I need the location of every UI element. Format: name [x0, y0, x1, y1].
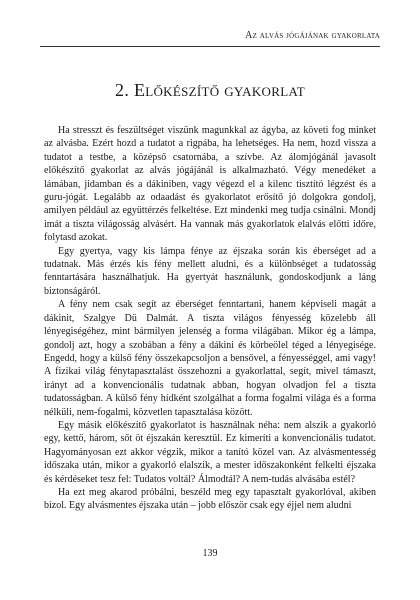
paragraph: Ha stresszt és feszültséget viszünk magunkkal az ágyba, az követi fog minket az alvásba. Ezért hozd a tudatot a rigpába, ha lehetséges. Ha nem, hozd vissza a tudatot a testbe, a középső csatornába, a szívbe. Az álomjógánál javasolt előkészítő gyakorlat az alvás jógájánál is alkalmazható. Végy menedéket a lámában, jidamban és a dákiniben, vagy végezd el a kilenc tisztító légzést és a guru-jógát. Legalább az odaadást és gyakorlatot erősítő jó dolgokra gondolj, amilyen például az együttérzés felkeltése. Ezt mindenki meg tudja csinálni. Mondj imát a tiszta világosság alvásért. Ha vannak más gyakorlatok elalvás előtti időre, folytasd azokat.: [44, 125, 376, 244]
header-rule: [40, 46, 380, 47]
running-header: Az alvás jógájának gyakorlata: [245, 30, 380, 41]
chapter-title: 2. Előkészítő gyakorlat: [115, 80, 305, 100]
paragraph: A fény nem csak segít az éberséget fenntartani, hanem képviseli magát a dákinit, Szalgye Dü Dalmát. A tiszta világos fényesség közelebb áll lényegiségéhez, mint bármilyen jelenség a forma világában. Mikor ég a lámpa, gondolj azt, hogy a szobában a fény a dákini és körbeölel téged a lényegisége. Engedd, hogy a külső fény összekapcsoljon a bensővel, a fényességgel, ami vagy! A fizikai világ fénytapasztalást összehozni a gyakorlattal, segít, mivel támaszt, irányt ad a konvencionális tudatnak abban, hogyan olvadjon fel a tiszta tudatosságban. A külső fény hídként szolgálhat a forma fogalmi világa és a forma nélküli, nem-fogalmi, közvetlen tapasztalása között.: [44, 299, 376, 418]
paragraph: Egy másik előkészítő gyakorlatot is használnak néha: nem alszik a gyakorló egy, kettő, három, sőt öt éjszakán keresztül. Ez kimeríti a konvencionális tudatot. Hagyományosan ezt akkor végzik, mikor a tanító közel van. Az alvásmentesség időszaka után, mikor a gyakorló elalszik, a mester időszakonként felkelti éjszaka és kérdéseket tesz fel: Tudatos voltál? Álmodtál? A nem-tudás alvásába estél?: [44, 419, 376, 485]
body-text: [44, 124, 376, 513]
page-number: 139: [202, 548, 218, 559]
paragraph: Egy gyertya, vagy kis lámpa fénye az éjszaka során kis éberséget ad a tudatnak. Más érzés kis fény mellett aludni, és a különbséget a tudatosság fenntartására használhatjuk. Ha gyertyát használunk, gondoskodjunk a láng biztonságáról.: [44, 245, 376, 297]
paragraph: Ha ezt meg akarod próbálni, beszéld meg egy tapasztalt gyakorlóval, akiben bízol. Egy alvásmentes éjszaka után – jobb először csak egy éjjel nem aludni: [44, 486, 376, 512]
